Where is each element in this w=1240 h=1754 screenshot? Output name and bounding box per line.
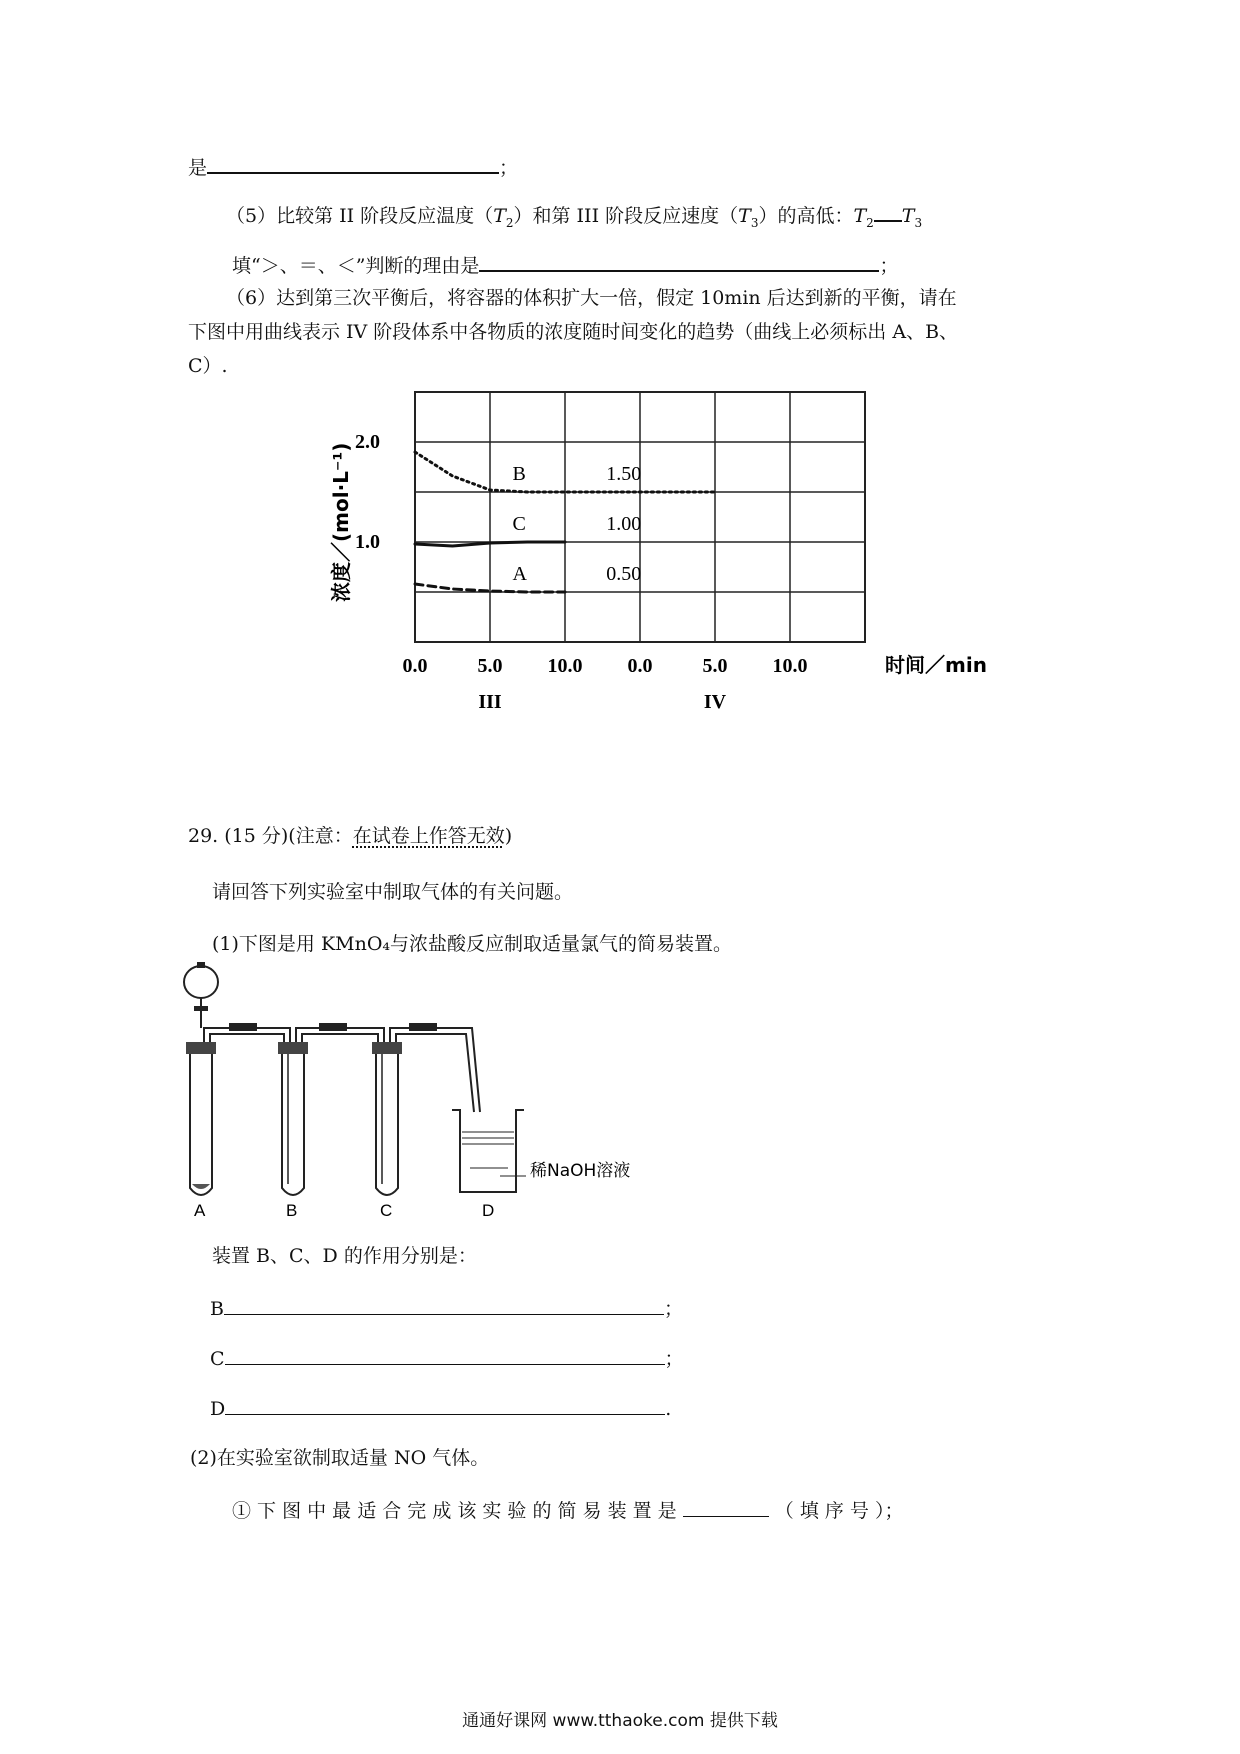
label-b: B (286, 1201, 298, 1220)
test-tube-c (372, 1042, 402, 1195)
role-question: 装置 B、C、D 的作用分别是： (212, 1245, 477, 1267)
reason-blank[interactable] (479, 252, 879, 272)
answer-blank[interactable] (207, 154, 499, 174)
x-tick-label: 0.0 (402, 655, 428, 677)
q29-part1: (1)下图是用 KMnO₄与浓盐酸反应制取适量氯气的简易装置。 (212, 933, 733, 955)
answer-d-line: D . (210, 1398, 672, 1420)
label-d: D (482, 1201, 495, 1220)
q29-part2-q1: ① 下 图 中 最 适 合 完 成 该 实 验 的 简 易 装 置 是 （ 填 序 号 ）； (232, 1500, 904, 1522)
separatory-funnel-icon (184, 962, 218, 1028)
y-tick-label: 1.0 (355, 531, 380, 553)
answer-b-blank[interactable] (224, 1296, 664, 1315)
naoh-label: 稀NaOH溶液 (530, 1161, 631, 1181)
chart-labels (329, 431, 987, 713)
test-tube-b (278, 1042, 308, 1195)
y-axis-label: 浓度／(mol·L⁻¹) (329, 442, 353, 602)
compare-blank[interactable] (874, 202, 902, 222)
series-value-label: 1.50 (606, 463, 642, 485)
answer-c-line: C ； (210, 1348, 684, 1370)
page-footer: 通通好课网 www.tthaoke.com 提供下载 (462, 1711, 778, 1731)
series-value-label: 0.50 (606, 563, 642, 585)
series-name-label: C (512, 513, 526, 535)
label-c: C (380, 1201, 393, 1220)
stage-label: IV (703, 691, 727, 713)
q6-line-1: （6）达到第三次平衡后，将容器的体积扩大一倍，假定 10min 后达到新的平衡，请在 (226, 287, 957, 309)
answer-b-line: B ； (210, 1298, 683, 1320)
y-tick-label: 2.0 (355, 431, 380, 453)
x-tick-label: 5.0 (477, 655, 503, 677)
concentration-chart (320, 392, 987, 762)
q5-reason-line: 填“＞、＝、＜”判断的理由是 ； (232, 252, 898, 278)
test-tube-a (186, 1042, 216, 1195)
q29-header: 29. (15 分)(注意：在试卷上作答无效) (188, 825, 513, 847)
answer-c-blank[interactable] (225, 1346, 665, 1365)
device-number-blank[interactable] (683, 1498, 769, 1517)
x-tick-label: 10.0 (547, 655, 583, 677)
q29-part2: (2)在实验室欲制取适量 NO 气体。 (190, 1447, 490, 1469)
x-tick-label: 10.0 (772, 655, 808, 677)
answer-line-shi: 是 ； (188, 154, 518, 180)
apparatus-diagram (170, 962, 690, 1222)
stage-label: III (478, 691, 502, 713)
label-a: A (194, 1201, 206, 1220)
connecting-tubes (204, 1024, 480, 1112)
answer-d-blank[interactable] (225, 1396, 665, 1415)
beaker-d (452, 1110, 526, 1192)
series-value-label: 1.00 (606, 513, 642, 535)
q6-line-3: C）. (188, 355, 228, 377)
q5-line: （5）比较第 II 阶段反应温度$(T_2)$和第 III 阶段反应速度$(T_3)$的高低：$T_2$ $T_3$ (226, 202, 922, 235)
series-name-label: B (512, 463, 526, 485)
x-tick-label: 5.0 (702, 655, 728, 677)
series-name-label: A (512, 563, 527, 585)
x-axis-label: 时间／min (885, 653, 987, 677)
x-tick-label: 0.0 (627, 655, 653, 677)
q6-line-2: 下图中用曲线表示 IV 阶段体系中各物质的浓度随时间变化的趋势（曲线上必须标出 A、B、 (188, 321, 959, 343)
q29-intro: 请回答下列实验室中制取气体的有关问题。 (212, 881, 574, 903)
